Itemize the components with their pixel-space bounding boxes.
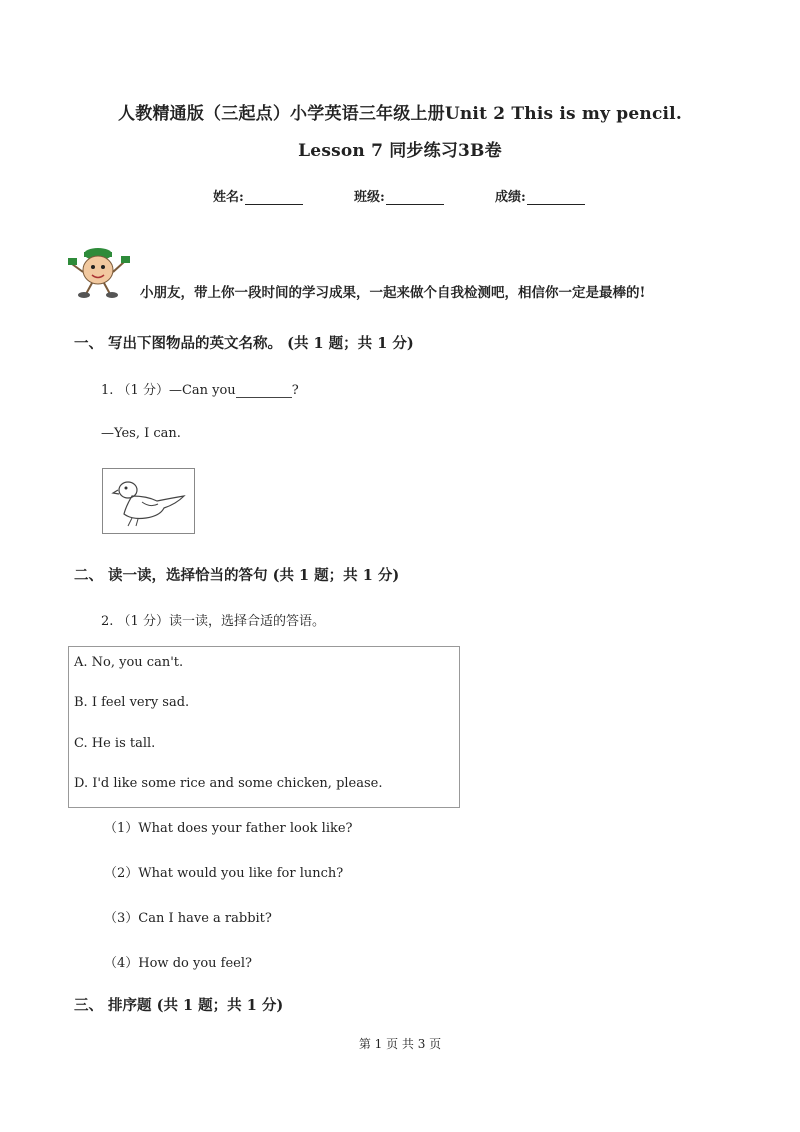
score-blank[interactable] (527, 190, 585, 205)
question-1-answer: —Yes, I can. (101, 426, 181, 441)
option-a: A. No, you can't. (74, 655, 184, 670)
question-1-text: 1. （1 分）—Can you (101, 383, 236, 398)
options-box (68, 646, 460, 808)
score-field (495, 186, 585, 205)
question-1-prompt (101, 379, 299, 398)
class-blank[interactable] (386, 190, 444, 205)
question-1-blank[interactable] (236, 385, 292, 398)
question-2-prompt: 2. （1 分）读一读，选择合适的答语。 (101, 614, 325, 629)
name-field (213, 186, 303, 205)
section-1-title: 一、 写出下图物品的英文名称。 (共 1 题；共 1 分) (74, 335, 414, 352)
name-blank[interactable] (245, 190, 303, 205)
mascot-illustration (66, 244, 132, 300)
question-1-end: ? (291, 383, 299, 398)
question-2-item-2: （2）What would you like for lunch? (104, 866, 344, 881)
question-2-item-3: （3）Can I have a rabbit? (104, 911, 272, 926)
page-title-line2: Lesson 7 同步练习3B卷 (298, 141, 502, 161)
section-3-title: 三、 排序题 (共 1 题；共 1 分) (74, 997, 284, 1014)
option-c: C. He is tall. (74, 736, 156, 751)
class-field (354, 186, 444, 205)
name-label: 姓名: (213, 190, 244, 205)
bird-image (102, 468, 195, 534)
class-label: 班级: (354, 190, 385, 205)
option-b: B. I feel very sad. (74, 695, 190, 710)
question-2-item-1: （1）What does your father look like? (104, 821, 353, 836)
question-2-item-4: （4）How do you feel? (104, 956, 252, 971)
encourage-text: 小朋友，带上你一段时间的学习成果，一起来做个自我检测吧，相信你一定是最棒的! (140, 285, 646, 301)
section-2-title: 二、 读一读，选择恰当的答句 (共 1 题；共 1 分) (74, 567, 400, 584)
page-title-line1: 人教精通版（三起点）小学英语三年级上册Unit 2 This is my pencil. (118, 104, 682, 124)
page-footer: 第 1 页 共 3 页 (358, 1037, 442, 1051)
score-label: 成绩: (495, 190, 526, 205)
option-d: D. I'd like some rice and some chicken, please. (74, 776, 383, 791)
